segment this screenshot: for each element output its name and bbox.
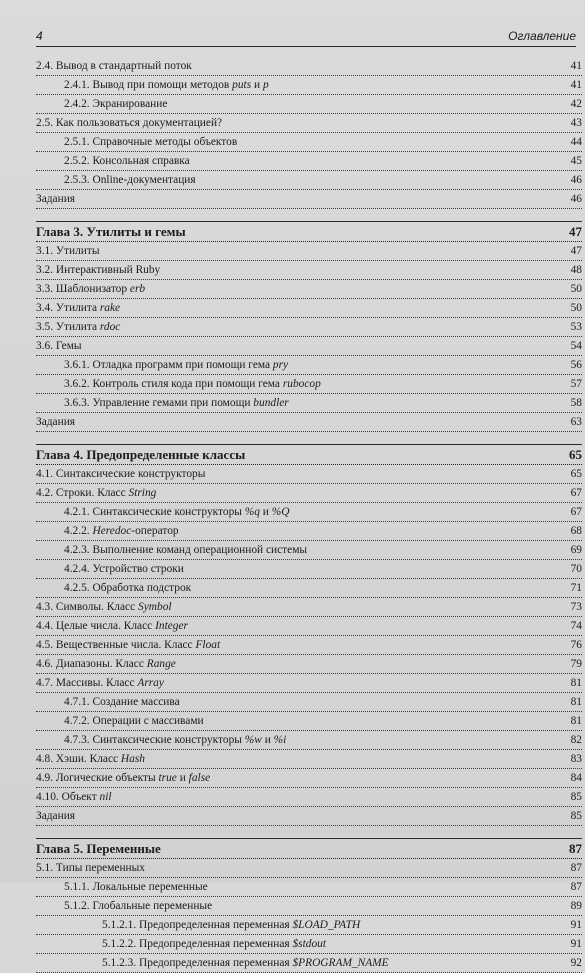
toc-entry-title: Глава 3. Утилиты и гемы	[36, 224, 186, 239]
toc-chapter-entry[interactable]	[36, 839, 582, 859]
toc-entry-title: 5.1.2. Глобальные переменные	[64, 900, 213, 912]
toc-entry-page: 68	[570, 525, 582, 537]
toc-entry[interactable]	[36, 57, 582, 76]
toc-entry-title: 5.1.2.1. Предопределенная переменная $LOAD_PATH	[102, 919, 361, 931]
toc-entry-title: 5.1.2.2. Предопределенная переменная $stdout	[102, 938, 327, 950]
toc-entry-title: 2.5. Как пользоваться документацией?	[36, 117, 223, 129]
toc-entry-title: 2.4.2. Экранирование	[64, 98, 168, 110]
toc-entry-page: 45	[570, 155, 582, 167]
toc-entry-title: Задания	[36, 810, 76, 822]
toc-chapter-entry[interactable]	[36, 222, 582, 242]
toc-entry-page: 65	[569, 447, 582, 462]
toc-entry[interactable]	[36, 935, 582, 954]
toc-entry-page: 87	[570, 881, 582, 893]
toc-entry[interactable]	[36, 413, 582, 432]
running-title: Оглавление	[508, 29, 576, 43]
toc-entry-title: 2.4.1. Вывод при помощи методов puts и p	[64, 79, 269, 91]
toc-entry-page: 63	[570, 416, 582, 428]
toc-entry[interactable]	[36, 636, 582, 655]
toc-entry-page: 41	[570, 60, 582, 72]
toc-entry[interactable]	[36, 171, 582, 190]
toc-entry-page: 92	[570, 957, 582, 969]
toc-entry-title: 3.6.1. Отладка программ при помощи гема pry	[64, 359, 289, 371]
toc-entry[interactable]	[36, 541, 582, 560]
toc-entry-page: 43	[570, 117, 582, 129]
toc-entry-title: Глава 4. Предопределенные классы	[36, 447, 246, 462]
toc-entry[interactable]	[36, 522, 582, 541]
toc-entry[interactable]	[36, 394, 582, 413]
toc-entry-page: 41	[570, 79, 582, 91]
toc-entry-title: 2.5.2. Консольная справка	[64, 155, 190, 167]
toc-entry[interactable]	[36, 337, 582, 356]
toc-entry[interactable]	[36, 617, 582, 636]
page-number: 4	[36, 29, 43, 43]
toc-entry[interactable]	[36, 878, 582, 897]
toc-entry[interactable]	[36, 579, 582, 598]
toc-entry-title: Задания	[36, 416, 76, 428]
toc-entry-page: 46	[570, 193, 582, 205]
toc-entry-page: 73	[570, 601, 582, 613]
table-of-contents	[36, 57, 582, 973]
toc-entry-page: 81	[570, 715, 582, 727]
toc-entry[interactable]	[36, 261, 582, 280]
chapter-divider	[36, 209, 582, 222]
toc-entry-title: 4.8. Хэши. Класс Hash	[36, 753, 145, 765]
toc-entry[interactable]	[36, 356, 582, 375]
toc-entry-page: 82	[570, 734, 582, 746]
toc-entry-page: 74	[570, 620, 582, 632]
toc-entry-page: 71	[570, 582, 582, 594]
toc-entry-title: 3.6.3. Управление гемами при помощи bundler	[64, 397, 289, 409]
toc-entry-page: 48	[570, 264, 582, 276]
toc-entry[interactable]	[36, 484, 582, 503]
toc-entry-title: 4.5. Вещественные числа. Класс Float	[36, 639, 221, 651]
toc-entry-page: 44	[570, 136, 582, 148]
toc-entry-page: 42	[570, 98, 582, 110]
toc-entry-page: 47	[570, 245, 582, 257]
toc-entry-page: 46	[570, 174, 582, 186]
toc-entry[interactable]	[36, 242, 582, 261]
toc-entry[interactable]	[36, 503, 582, 522]
toc-entry-title: 3.6.2. Контроль стиля кода при помощи гема rubocop	[64, 378, 321, 390]
toc-entry[interactable]	[36, 114, 582, 133]
toc-entry-title: 4.2. Строки. Класс String	[36, 487, 157, 499]
toc-entry-page: 56	[570, 359, 582, 371]
toc-entry-page: 53	[570, 321, 582, 333]
toc-entry-title: 4.6. Диапазоны. Класс Range	[36, 658, 176, 670]
toc-entry-page: 85	[570, 810, 582, 822]
toc-entry[interactable]	[36, 560, 582, 579]
toc-entry-title: 4.7.2. Операции с массивами	[64, 715, 204, 727]
toc-entry-page: 58	[570, 397, 582, 409]
toc-entry-title: 4.1. Синтаксические конструкторы	[36, 468, 206, 480]
toc-entry[interactable]	[36, 465, 582, 484]
toc-entry-title: 4.4. Целые числа. Класс Integer	[36, 620, 188, 632]
toc-entry[interactable]	[36, 807, 582, 826]
toc-entry-page: 81	[570, 696, 582, 708]
toc-entry-page: 89	[570, 900, 582, 912]
toc-entry-page: 54	[570, 340, 582, 352]
toc-entry-page: 65	[570, 468, 582, 480]
toc-entry-page: 79	[570, 658, 582, 670]
toc-entry-title: 3.3. Шаблонизатор erb	[36, 283, 146, 295]
toc-entry-title: 4.2.4. Устройство строки	[64, 563, 184, 575]
toc-entry[interactable]	[36, 897, 582, 916]
toc-entry[interactable]	[36, 299, 582, 318]
toc-entry-page: 50	[570, 283, 582, 295]
toc-entry-page: 91	[570, 919, 582, 931]
toc-chapter-entry[interactable]	[36, 445, 582, 465]
toc-entry-title: 5.1.1. Локальные переменные	[64, 881, 208, 893]
toc-entry-page: 69	[570, 544, 582, 556]
toc-entry[interactable]	[36, 916, 582, 935]
toc-entry-title: 2.5.1. Справочные методы объектов	[64, 136, 238, 148]
toc-entry-title: 3.2. Интерактивный Ruby	[36, 264, 161, 276]
toc-entry[interactable]	[36, 859, 582, 878]
toc-entry-title: 4.2.3. Выполнение команд операционной системы	[64, 544, 308, 556]
toc-entry[interactable]	[36, 598, 582, 617]
toc-entry[interactable]	[36, 76, 582, 95]
toc-entry[interactable]	[36, 750, 582, 769]
toc-entry-title: 4.10. Объект nil	[36, 791, 112, 803]
toc-entry[interactable]	[36, 280, 582, 299]
toc-entry[interactable]	[36, 693, 582, 712]
toc-entry-page: 87	[570, 862, 582, 874]
toc-entry-title: 2.5.3. Online-документация	[64, 174, 196, 186]
toc-entry-page: 84	[570, 772, 582, 784]
toc-entry-title: 5.1.2.3. Предопределенная переменная $PROGRAM_NAME	[102, 957, 389, 969]
toc-entry-page: 76	[570, 639, 582, 651]
toc-entry-title: 4.2.1. Синтаксические конструкторы %q и %Q	[64, 506, 290, 518]
toc-entry[interactable]	[36, 731, 582, 750]
toc-entry-page: 85	[570, 791, 582, 803]
chapter-divider	[36, 432, 582, 445]
toc-entry[interactable]	[36, 954, 582, 973]
toc-entry-page: 87	[569, 841, 582, 856]
toc-entry-title: 4.3. Символы. Класс Symbol	[36, 601, 172, 613]
toc-entry-title: 3.4. Утилита rake	[36, 302, 121, 314]
toc-entry-title: 4.2.2. Heredoc-оператор	[64, 525, 179, 537]
toc-entry[interactable]	[36, 133, 582, 152]
toc-entry[interactable]	[36, 190, 582, 209]
toc-entry[interactable]	[36, 375, 582, 394]
toc-entry-page: 83	[570, 753, 582, 765]
toc-entry-page: 67	[570, 506, 582, 518]
toc-entry-page: 50	[570, 302, 582, 314]
toc-entry-page: 91	[570, 938, 582, 950]
toc-entry-page: 70	[570, 563, 582, 575]
toc-entry-title: 5.1. Типы переменных	[36, 862, 146, 874]
toc-entry[interactable]	[36, 712, 582, 731]
toc-entry-title: 4.7.1. Создание массива	[64, 696, 180, 708]
toc-entry-title: Глава 5. Переменные	[36, 841, 161, 856]
chapter-divider	[36, 826, 582, 839]
toc-entry[interactable]	[36, 318, 582, 337]
toc-entry-page: 57	[570, 378, 582, 390]
toc-entry-page: 47	[569, 224, 582, 239]
toc-entry[interactable]	[36, 152, 582, 171]
toc-entry-title: 3.6. Гемы	[36, 340, 82, 352]
toc-entry[interactable]	[36, 655, 582, 674]
toc-entry[interactable]	[36, 95, 582, 114]
toc-entry-title: 4.9. Логические объекты true и false	[36, 772, 211, 784]
toc-entry-title: 4.7. Массивы. Класс Array	[36, 677, 164, 689]
toc-entry-title: 4.7.3. Синтаксические конструкторы %w и %i	[64, 734, 287, 746]
page-header	[36, 26, 576, 47]
toc-entry-title: 4.2.5. Обработка подстрок	[64, 582, 192, 594]
toc-entry-page: 81	[570, 677, 582, 689]
toc-entry-title: 2.4. Вывод в стандартный поток	[36, 60, 192, 72]
toc-entry-page: 67	[570, 487, 582, 499]
toc-entry[interactable]	[36, 788, 582, 807]
toc-entry-title: Задания	[36, 193, 76, 205]
toc-entry[interactable]	[36, 769, 582, 788]
toc-entry-title: 3.5. Утилита rdoc	[36, 321, 121, 333]
toc-entry-title: 3.1. Утилиты	[36, 245, 100, 257]
toc-entry[interactable]	[36, 674, 582, 693]
